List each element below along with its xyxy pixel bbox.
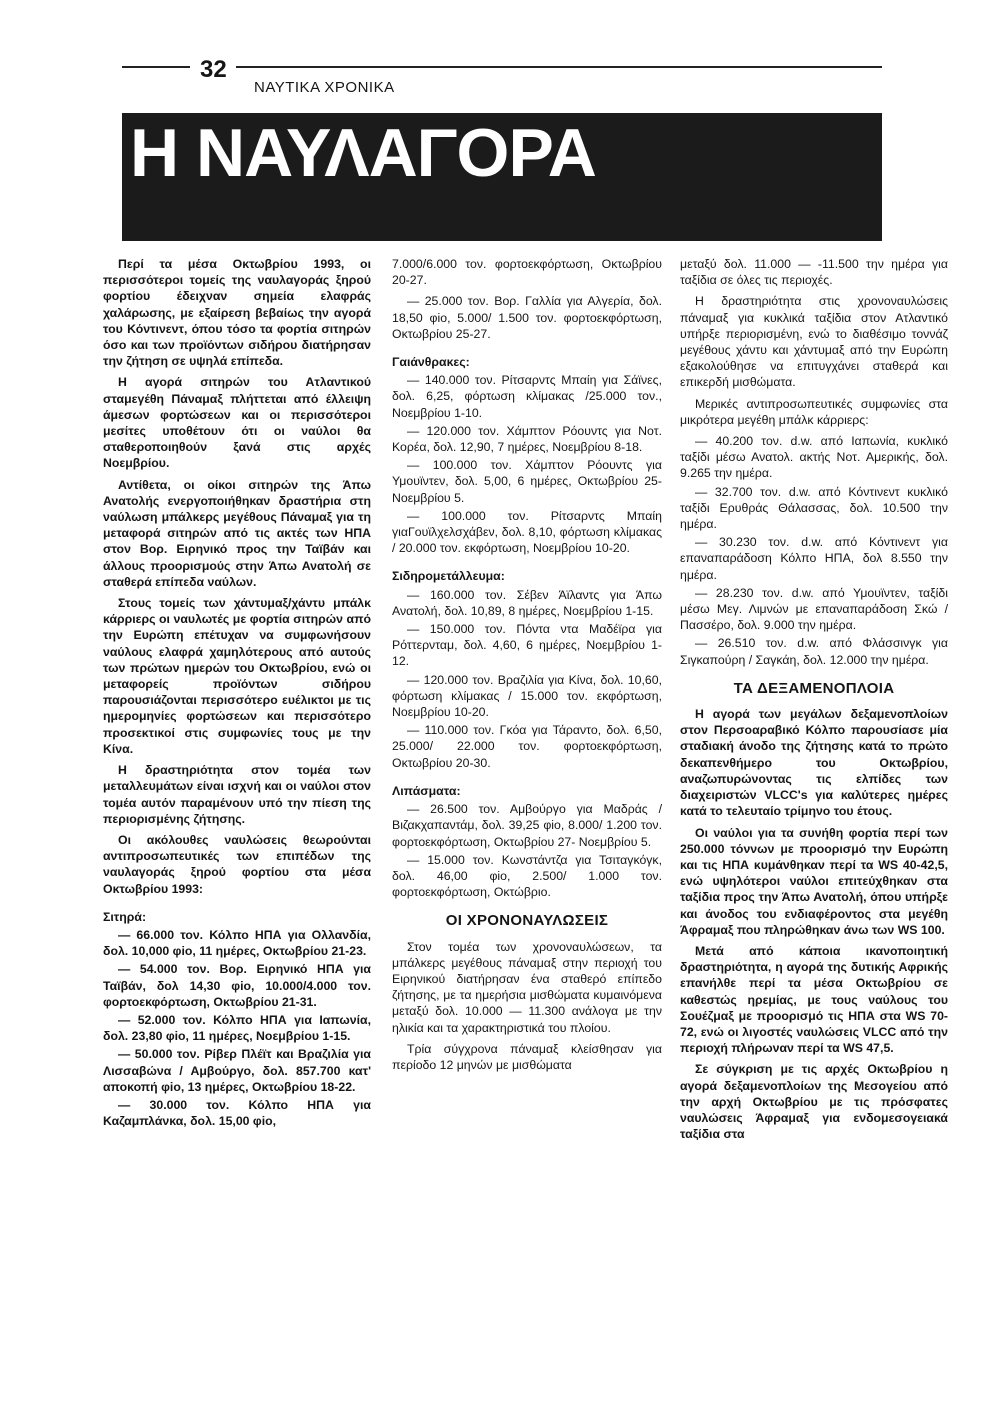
- page-header: [122, 52, 882, 102]
- cargo-category-label: Σιδηρομετάλλευμα:: [392, 569, 505, 584]
- charter-entry: — 160.000 τον. Σέβεν Άϊλαντς για Άπω Ανατολή, δολ. 10,89, 8 ημέρες, Νοεμβρίου 1-15.: [392, 587, 662, 618]
- paragraph: Η αγορά των μεγάλων δεξαμενοπλοίων στον Περσοαραβικό Κόλπο παρουσίασε μία σταδιακή άνοδο της ζήτησης κατά το πρώτο δεκαπενθήμερο του Οκτωβρίου, αναζωπυρώνοντας τις ελπίδες των διαχειριστών VLCC's για καλύτερες ημέρες κατά το τελευταίο τρίμηνο του έτους.: [680, 707, 948, 819]
- charter-entry: — 66.000 τον. Κόλπο ΗΠΑ για Ολλανδία, δολ. 10,000 φio, 11 ημέρες, Οκτωβρίου 21-23.: [103, 927, 371, 959]
- charter-entry: — 140.000 τον. Ρίτσαρντς Μπαίη για Σάϊνες, δολ. 6,25, φόρτωση κλίμακας /25.000 τον., Νοεμβρίου 1-10.: [392, 373, 662, 420]
- text-column-1: [103, 256, 371, 1131]
- charter-entry: — 100.000 τον. Ρίτσαρντς Μπαίη γιαΓουϊλχελσχάβεν, δολ. 8,10, φόρτωση κλίμακας / 20.000 τον. εκφόρτωση, Νοεμβρίου 10-20.: [392, 508, 662, 556]
- charter-entry: — 40.200 τον. d.w. από Ιαπωνία, κυκλικό ταξίδι μέσω Ανατολ. ακτής Νοτ. Αμερικής, δολ. 9.265 την ημέρα.: [680, 434, 948, 481]
- charter-entry: — 50.000 τον. Ρίβερ Πλέϊτ και Βραζιλία για Λισσαβώνα / Αμβούργο, δολ. 857.700 κατ' αποκοπή φio, 13 ημέρες, Οκτωβρίου 18-22.: [103, 1047, 371, 1094]
- paragraph: Στους τομείς των χάντυμαξ/χάντυ μπάλκ κάρριερς οι ναυλωτές με φορτία σιτηρών από την Ευρώπη επέτυχαν να συμφωνήσουν ναύλους ελαφρά χαμηλότερους από αυτούς των πρώτων ημερών του Οκτωβρίου, ενώ οι μεταφορείς προϊόντων σιδήρου παρουσιάζονται περισσότερο ευέλικτοι με τις ημερομηνίες φορτώσεων και περισσότερο προσεκτικοί στις συμφωνίες τους με την Κίνα.: [103, 596, 371, 756]
- charter-entry: — 54.000 τον. Βορ. Ειρηνικό ΗΠΑ για Ταϊβάν, δολ 14,30 φio, 10.000/4.000 τον. φορτοεκφόρτωση, Οκτωβρίου 21-31.: [103, 962, 371, 1009]
- title-banner: [122, 113, 882, 241]
- text-column-3: [680, 256, 948, 1147]
- charter-entry: — 15.000 τον. Κωνστάντζα για Τσιταγκόγκ, δολ. 46,00 φio, 2.500/ 1.000 τον. φορτοεκφόρτωση, Οκτώβριο.: [392, 852, 662, 900]
- paragraph: Μερικές αντιπροσωπευτικές συμφωνίες στα μικρότερα μεγέθη μπάλκ κάρριερς:: [680, 396, 948, 427]
- page-number: 32: [200, 56, 227, 83]
- header-rule-left: [122, 66, 190, 68]
- paragraph: Μετά από κάποια ικανοποιητική δραστηριότητα, η αγορά της δυτικής Αφρικής επανήλθε περί τα μέσα Οκτωβρίου σε καθεστώς ηρεμίας, με τους ναύλους του Σουέζμαξ με προορισμό τις ΗΠΑ στα WS 70-72, ενώ οι λιγοστές ναυλώσεις VLCC από την περιοχή πλήρωναν περί τα WS 47,5.: [680, 943, 948, 1056]
- paragraph: Σε σύγκριση με τις αρχές Οκτωβρίου η αγορά δεξαμενοπλοίων της Μεσογείου από την αρχή Οκτωβρίου με τις πρόσφατες ναυλώσεις Άφραμαξ για ενδομεσογειακά ταξίδια στα: [680, 1062, 948, 1142]
- charter-entry: — 28.230 τον. d.w. από Υμουϊντεν, ταξίδι μέσω Μεγ. Λιμνών με επαναπαράδοση Σκώ / Πασσέρο, δολ. 9.000 την ημέρα.: [680, 585, 948, 633]
- header-rule-right: [236, 66, 882, 68]
- paragraph: Αντίθετα, οι οίκοι σιτηρών της Άπω Ανατολής ενεργοποιήθηκαν δραστήρια στη ναύλωση μπάλκερς μεγέθους Πάναμαξ για τη μεταφορά σιτηρών από τις ακτές των ΗΠΑ στον Βορ. Ειρηνικό προς την Ταϊβάν και άλλους προορισμούς στην Άπω Ανατολή σε σταθερά επίπεδα ναύλων.: [103, 477, 371, 589]
- paragraph: Η δραστηριότητα στις χρονοναυλώσεις πάναμαξ για κυκλικά ταξίδια στον Ατλαντικό υπήρξε περιορισμένη, ενώ το διαθέσιμο τοννάζ μεγέθους χάντυ και χάντυμαξ από την Ευρώπη εξακολούθησε να επιτυγχάνει σταθερά και επικερδή μισθώματα.: [680, 294, 948, 390]
- paragraph: Τρία σύγχρονα πάναμαξ κλείσθησαν για περίοδο 12 μηνών με μισθώματα: [392, 1041, 662, 1072]
- paragraph-continued: μεταξύ δολ. 11.000 — -11.500 την ημέρα για ταξίδια σε όλες τις περιοχές.: [680, 257, 948, 288]
- charter-entry: — 26.500 τον. Αμβούργο για Μαδράς / Βιζακχαπαντάμ, δολ. 39,25 φio, 8.000/ 1.200 τον. φορτοεκφόρτωση, Οκτωβρίου 27- Νοεμβρίου 5.: [392, 802, 662, 849]
- charter-entry: — 30.000 τον. Κόλπο ΗΠΑ για Καζαμπλάνκα, δολ. 15,00 φio,: [103, 1097, 371, 1129]
- section-title: Η ΝΑΥΛΑΓΟΡΑ: [130, 115, 596, 191]
- publication-name: ΝΑΥΤΙΚΑ ΧΡΟΝΙΚΑ: [254, 79, 395, 96]
- charter-entry: — 32.700 τον. d.w. από Κόντινεντ κυκλικό ταξίδι Ερυθράς Θάλασσας, δολ. 10.500 την ημέρα.: [680, 484, 948, 532]
- paragraph: Η αγορά σιτηρών του Ατλαντικού σταμεγέθη Πάναμαξ πλήττεται από έλλειψη άμεσων φορτώσεων και οι περισσότεροι μεσίτες υποθέτουν ότι οι ναύλοι θα σταθεροποιηθούν ξανά στις αρχές Νοεμβρίου.: [103, 375, 371, 471]
- paragraph: Οι ναύλοι για τα συνήθη φορτία περί των 250.000 τόννων με προορισμό την Ευρώπη και τις ΗΠΑ κυμάνθηκαν περί τα WS 40-42,5, ενώ υψηλότεροι ναύλοι επιτεύχθηκαν στα ταξίδια προς την Άπω Ανατολή, όπου υπήρξε και άνοδος του ενδιαφέροντος στα μεγέθη Άφραμαξ που πληρώθηκαν άνω των WS 100.: [680, 825, 948, 937]
- paragraph-continued: 7.000/6.000 τον. φορτοεκφόρτωση, Οκτωβρίου 20-27.: [392, 257, 662, 288]
- charter-entry: — 100.000 τον. Χάμπτον Ρόουντς για Υμουϊντεν, δολ. 5,00, 6 ημέρες, Οκτωβρίου 25- Νοεμβρίου 5.: [392, 458, 662, 505]
- section-heading: ΤΑ ΔΕΞΑΜΕΝΟΠΛΟΙΑ: [733, 679, 895, 697]
- paragraph: Η δραστηριότητα στον τομέα των μεταλλευμάτων είναι ισχνή και οι ναύλοι στον τομέα αυτόν παραμένουν υπό την πίεση της περιορισμένης ζήτησης.: [103, 763, 371, 826]
- charter-entry: — 26.510 τον. d.w. από Φλάσσινγκ για Σιγκαπούρη / Σαγκάη, δολ. 12.000 την ημέρα.: [680, 636, 948, 667]
- cargo-category-label: Λιπάσματα:: [392, 783, 461, 798]
- charter-entry: — 30.230 τον. d.w. από Κόντινεντ για επαναπαράδοση Κόλπο ΗΠΑ, δολ 8.550 την ημέρα.: [680, 535, 948, 582]
- cargo-category-label: Σιτηρά:: [103, 909, 147, 924]
- charter-entry: — 120.000 τον. Βραζιλία για Κίνα, δολ. 10,60, φόρτωση κλίμακας / 15.000 τον. εκφόρτωση, Νοεμβρίου 10-20.: [392, 672, 662, 720]
- charter-entry: — 110.000 τον. Γκόα για Τάραντο, δολ. 6,50, 25.000/ 22.000 τον. φορτοεκφόρτωση, Οκτωβρίου 20-30.: [392, 723, 662, 770]
- charter-entry: — 25.000 τον. Βορ. Γαλλία για Αλγερία, δολ. 18,50 φio, 5.000/ 1.500 τον. φορτοεκφόρτωση, Οκτωβρίου 25-27.: [392, 294, 662, 341]
- charter-entry: — 150.000 τον. Πόντα ντα Μαδέϊρα για Ρόττερνταμ, δολ. 4,60, 6 ημέρες, Νοεμβρίου 1-12.: [392, 622, 662, 669]
- cargo-category-label: Γαιάνθρακες:: [392, 355, 470, 370]
- charter-entry: — 120.000 τον. Χάμπτον Ρόουντς για Νοτ. Κορέα, δολ. 12,90, 7 ημέρες, Νοεμβρίου 8-18.: [392, 423, 662, 455]
- charter-entry: — 52.000 τον. Κόλπο ΗΠΑ για Ιαπωνία, δολ. 23,80 φio, 11 ημέρες, Νοεμβρίου 1-15.: [103, 1012, 371, 1044]
- paragraph: Στον τομέα των χρονοναυλώσεων, τα μπάλκερς μεγέθους πάναμαξ στην περιοχή του Ειρηνικού διατήρησαν ένα σταθερό επίπεδο ζήτησης, με τα ημερήσια μισθώματα κυμαινόμενα μεταξύ δολ. 10.000 — 11.300 ανάλογα με την ηλικία και τα χαρακτηριστικά του πλοίου.: [392, 939, 662, 1035]
- section-heading: ΟΙ ΧΡΟΝΟΝΑΥΛΩΣΕΙΣ: [445, 912, 609, 930]
- paragraph: Περί τα μέσα Οκτωβρίου 1993, οι περισσότεροι τομείς της ναυλαγοράς ξηρού φορτίου έδειχναν σημεία ελαφράς χαλάρωσης, με εξαίρεση βεβαίως την αγορά του Κόντινεντ, όπου τόσο τα φορτία σιτηρών όσο και των προϊόντων σιδήρου διατήρησαν την ζήτηση σε υψηλά επίπεδα.: [103, 257, 371, 369]
- text-column-2: [392, 256, 662, 1078]
- paragraph: Οι ακόλουθες ναυλώσεις θεωρούνται αντιπροσωπευτικές των επιπέδων της ναυλαγοράς ξηρού φορτίου στα μέσα Οκτωβρίου 1993:: [103, 832, 371, 896]
